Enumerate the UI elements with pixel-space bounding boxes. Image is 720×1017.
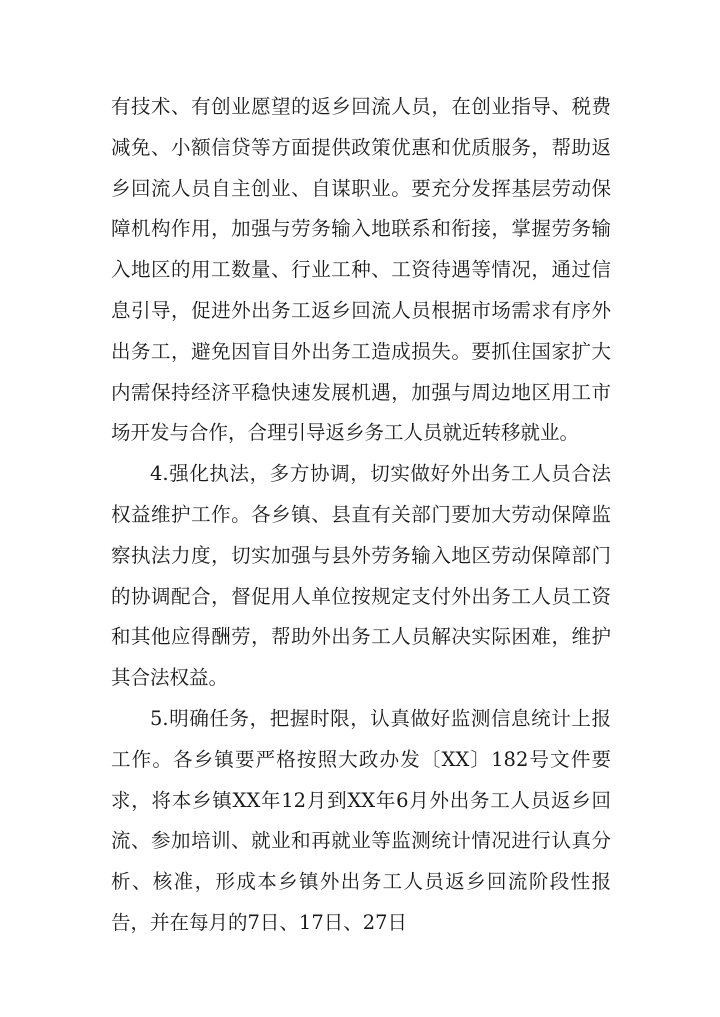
paragraph-continuation: 有技术、有创业愿望的返乡回流人员，在创业指导、税费减免、小额信贷等方面提供政策优惠和优质服务，帮助返乡回流人员自主创业、自谋职业。要充分发挥基层劳动保障机构作用，加强与劳务输入地联系和衔接，掌握劳务输入地区的用工数量、行业工种、工资待遇等情况，通过信息引导，促进外出务工返乡回流人员根据市场需求有序外出务工，避免因盲目外出务工造成损失。要抓住国家扩大内需保持经济平稳快速发展机遇，加强与周边地区用工市场开发与合作，合理引导返乡务工人员就近转移就业。 — [111, 95, 611, 445]
paragraph-item-5: 5.明确任务，把握时限，认真做好监测信息统计上报工作。各乡镇要严格按照大政办发〔XX〕182号文件要求，将本乡镇XX年12月到XX年6月外出务工人员返乡回流、参加培训、就业和再就业等监测统计情况进行认真分析、核准，形成本乡镇外出务工人员返乡回流阶段性报告，并在每月的7日、17日、27日 — [111, 706, 611, 934]
document-body — [111, 87, 611, 944]
paragraph-item-4: 4.强化执法，多方协调，切实做好外出务工人员合法权益维护工作。各乡镇、县直有关部门要加大劳动保障监察执法力度，切实加强与县外劳务输入地区劳动保障部门的协调配合，督促用人单位按规定支付外出务工人员工资和其他应得酬劳，帮助外出务工人员解决实际困难，维护其合法权益。 — [111, 462, 611, 690]
